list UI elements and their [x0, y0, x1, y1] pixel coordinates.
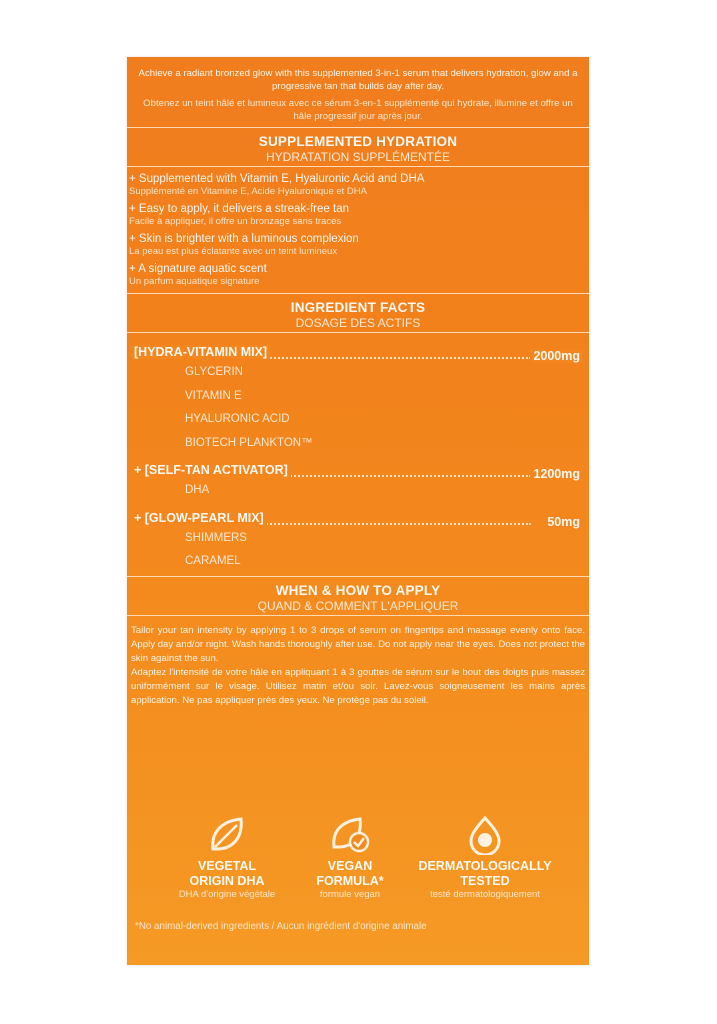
badge-fr: DHA d'origine végétale — [178, 889, 276, 900]
mix-name: [HYDRA-VITAMIN MIX] — [131, 345, 270, 359]
mix-name: + [GLOW-PEARL MIX] — [131, 511, 267, 525]
vegan-leaf-check-icon — [328, 815, 372, 855]
divider — [127, 332, 589, 333]
apply-fr: Adaptez l'intensité de votre hâle en appliquant 1 à 3 gouttes de sérum sur le bout des doigts puis massez uniformément sur le visage. Utilisez matin et/ou soir. Lavez-vous soigneusement les mains après application. Ne pas appliquer près des yeux. Ne protège pas du soleil. — [131, 666, 585, 706]
badge-line2: TESTED — [460, 874, 510, 888]
badge-line1: VEGAN — [327, 859, 373, 873]
benefit-fr: La peau est plus éclatante avec un teint lumineux — [129, 246, 338, 257]
divider — [127, 166, 589, 167]
ingredient-item: SHIMMERS — [185, 531, 247, 544]
product-box-panel — [127, 57, 589, 965]
footnote: *No animal-derived ingredients / Aucun ingrédient d'origine animale — [135, 921, 427, 932]
mix-row — [127, 459, 589, 479]
hydration-heading — [127, 128, 589, 166]
benefit-fr: Facile à appliquer, il offre un bronzage sans traces — [129, 216, 342, 227]
apply-en: Tailor your tan intensity by applying 1 to 3 drops of serum on fingertips and massage evenly onto face. Apply day and/or night. Wash hands thoroughly after use. Do not apply near the eyes. Does not protect the skin against the sun. — [131, 624, 585, 664]
ingredient-item: VITAMIN E — [185, 389, 242, 402]
badge-vegetal-dha — [167, 815, 287, 900]
ingredients-title-en: INGREDIENT FACTS — [290, 300, 426, 315]
mix-row — [127, 507, 589, 527]
benefit-en: + Easy to apply, it delivers a streak-free tan — [129, 203, 349, 215]
ingredient-item: BIOTECH PLANKTON™ — [185, 436, 313, 449]
ingredient-item: CARAMEL — [185, 555, 241, 567]
badge-line1: VEGETAL — [197, 859, 257, 873]
apply-title-en: WHEN & HOW TO APPLY — [275, 582, 441, 598]
benefits-list — [127, 167, 589, 288]
divider — [127, 127, 589, 128]
mix-row — [127, 341, 589, 361]
ingredients-table — [127, 333, 589, 574]
divider — [127, 615, 589, 616]
badge-line2: FORMULA* — [316, 874, 384, 888]
intro-text — [127, 67, 589, 123]
benefit-en: + A signature aquatic scent — [129, 263, 267, 275]
ingredient-item: GLYCERIN — [185, 366, 243, 378]
benefit-fr: Un parfum aquatique signature — [129, 276, 260, 287]
mix-amount: 50mg — [544, 515, 583, 529]
intro-en: Achieve a radiant bronzed glow with this supplemented 3-in-1 serum that delivers hydration, glow and a progressive tan that builds day after day. — [138, 68, 578, 92]
apply-heading — [127, 577, 589, 615]
apply-instructions — [127, 616, 589, 708]
hydration-title-fr: HYDRATATION SUPPLÉMENTÉE — [265, 150, 451, 164]
badge-vegan-formula — [295, 815, 405, 900]
mix-amount: 1200mg — [530, 467, 583, 481]
benefit-item — [127, 263, 589, 288]
intro-fr: Obtenez un teint hâlé et lumineux avec ce sérum 3-en-1 supplémenté qui hydrate, illumine et offre un hâle progressif jour après jour. — [143, 98, 573, 122]
benefit-en: + Skin is brighter with a luminous complexion — [129, 233, 359, 245]
benefit-item — [127, 233, 589, 258]
badge-fr: formule vegan — [319, 889, 381, 900]
divider — [127, 293, 589, 294]
badge-line1: DERMATOLOGICALLY — [418, 859, 552, 873]
ingredients-title-fr: DOSAGE DES ACTIFS — [295, 316, 421, 330]
drop-shield-icon — [463, 815, 507, 855]
benefit-item — [127, 203, 589, 228]
ingredient-item: HYALURONIC ACID — [185, 413, 290, 425]
mix-amount: 2000mg — [530, 349, 583, 363]
ingredients-heading — [127, 294, 589, 332]
hydration-title-en: SUPPLEMENTED HYDRATION — [258, 134, 458, 149]
claims-badges — [127, 815, 589, 925]
benefit-fr: Supplémenté en Vitamine E, Acide Hyaluronique et DHA — [129, 186, 367, 197]
benefit-en: + Supplemented with Vitamin E, Hyaluronic Acid and DHA — [129, 173, 425, 185]
divider — [127, 576, 589, 577]
badge-fr: testé dermatologiquement — [430, 889, 540, 900]
ingredient-item: DHA — [185, 484, 210, 496]
badge-line2: ORIGIN DHA — [189, 874, 265, 888]
mix-name: + [SELF-TAN ACTIVATOR] — [131, 463, 291, 477]
apply-title-fr: QUAND & COMMENT L'APPLIQUER — [257, 598, 459, 613]
leaf-icon — [205, 815, 249, 855]
benefit-item — [127, 173, 589, 198]
badge-dermatologically-tested — [395, 815, 575, 900]
